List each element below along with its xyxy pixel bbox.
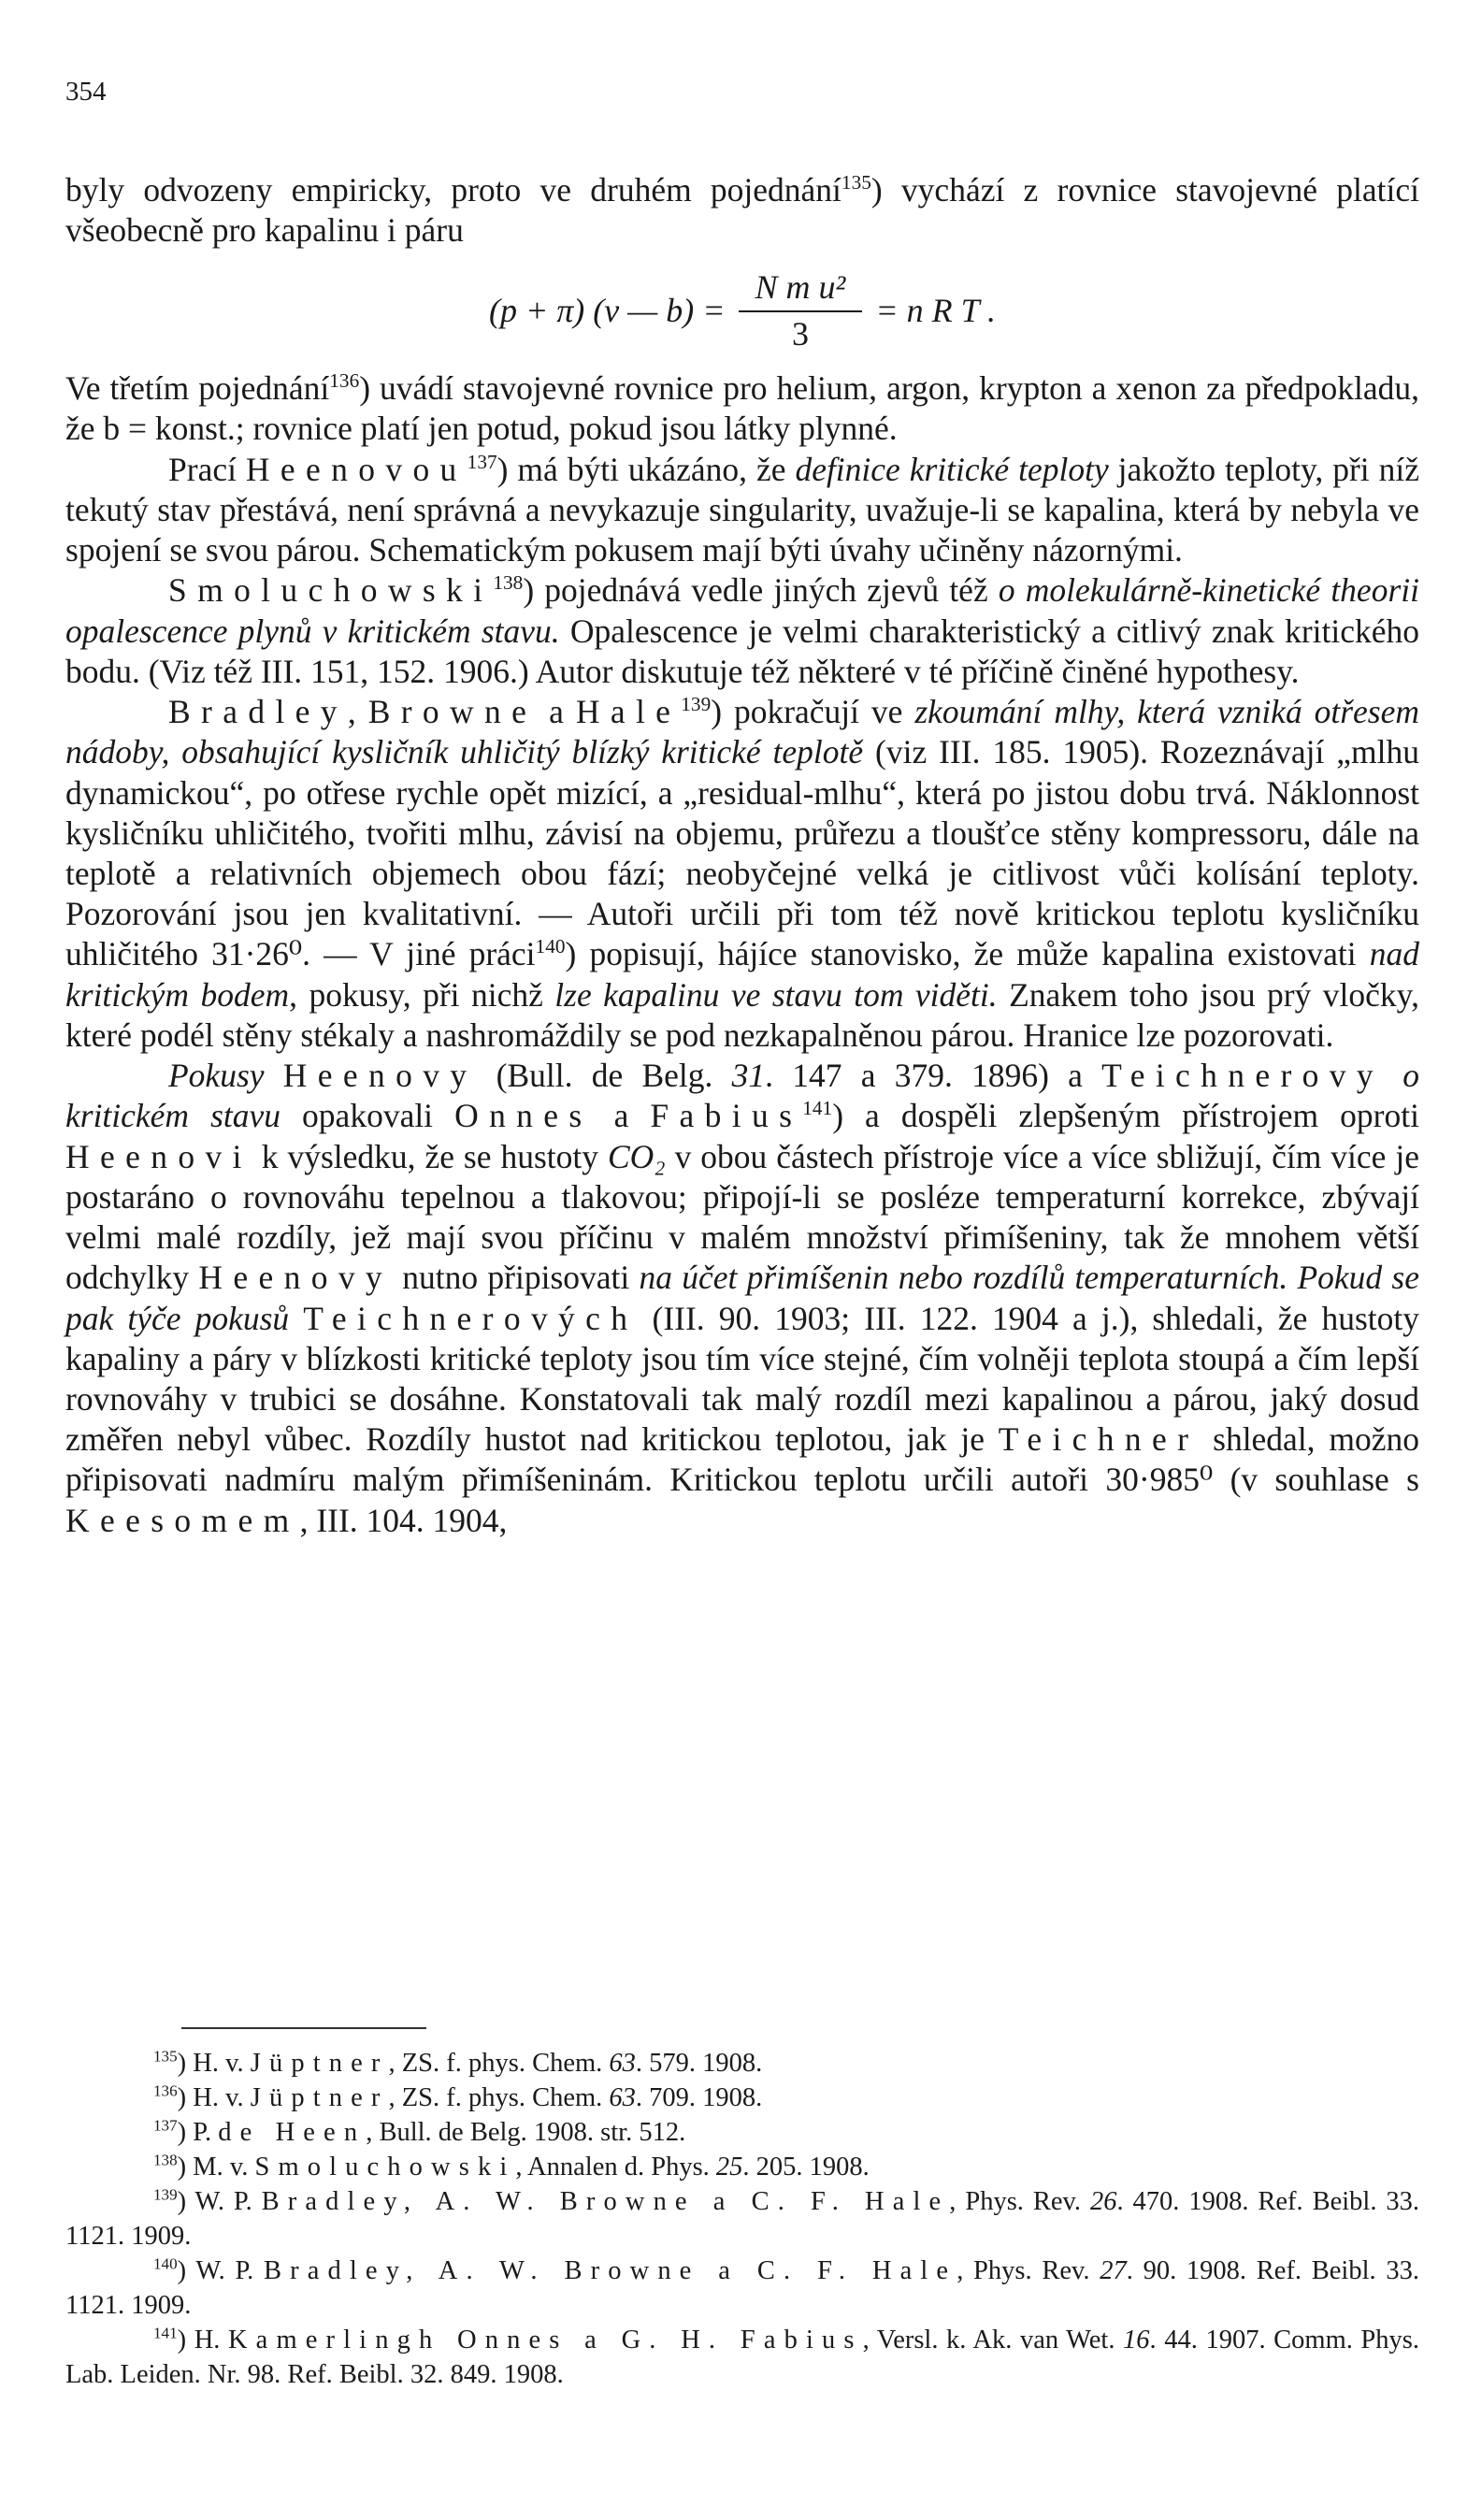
- fraction-denominator: 3: [791, 315, 809, 353]
- paragraph-1: byly odvozeny empiricky, proto ve druhém pojednání$^{135}$) vychází z rovnice stavojevné platící všeobecně pro kapalinu i páru: [65, 171, 1419, 250]
- footnote-138: $^{138}$) M. v. Smoluchowski, Annalen d. Phys. 25. 205. 1908.: [153, 2151, 870, 2182]
- footnote-139: $^{139}$) W. P. Bradley, A. W. Browne a C. F. Hale, Phys. Rev. 26. 470. 1908. Ref. Beibl. 33. 1121. 1909.: [65, 2185, 1420, 2252]
- footnote-ref: 140: [535, 935, 566, 958]
- author-name: Teichnerovy: [1101, 1057, 1385, 1095]
- author-name: Heenovy: [282, 1057, 478, 1095]
- main-text: [65, 170, 1419, 1541]
- author-name: Hale: [575, 693, 682, 731]
- footnote-135: $^{135}$) H. v. Jüptner, ZS. f. phys. Chem. 63. 579. 1908.: [153, 2047, 763, 2078]
- footnote-136: $^{136}$) H. v. Jüptner, ZS. f. phys. Chem. 63. 709. 1908.: [153, 2081, 763, 2113]
- footnote-141: $^{141}$) H. Kamerlingh Onnes a G. H. Fabius, Versl. k. Ak. van Wet. 16. 44. 1907. Comm. Phys. Lab. Leiden. Nr. 98. Ref. Beibl. 32. 849. 1908.: [65, 2324, 1419, 2390]
- author-name: Browne: [367, 693, 538, 731]
- author-name: Heenovou: [245, 450, 467, 488]
- footnote-ref: 141: [802, 1097, 833, 1120]
- footnotes: [65, 2046, 1419, 2392]
- author-name: Teichner: [998, 1420, 1200, 1459]
- footnote-ref: 137: [467, 450, 497, 473]
- paragraph-3: Prací Heenovou$^{137}$) má býti ukázáno, že definice kritické teploty jakožto teploty, při níž tekutý stav přestává, není správná a nevykazuje singularity, uvažuje-li se kapalina, která by nebyla ve spojení se svou párou. Schematickým pokusem mají býti úvahy učiněny názornými.: [65, 450, 1419, 569]
- paragraph-4: Smoluchowski$^{138}$) pojednává vedle jiných zjevů též o molekulárně-kinetické theorii opalescence plynů v kritickém stavu. Opalescence je velmi charakteristický a citlivý znak kritického bodu. (Viz též III. 151, 152. 1906.) Autor diskutuje též některé v té příčině činěné hypothesy.: [65, 571, 1419, 690]
- footnote-ref: 139: [681, 693, 712, 716]
- footnote-divider: [181, 2027, 426, 2029]
- author-name: Bradley: [168, 693, 348, 731]
- author-name: Teichnerových: [303, 1299, 639, 1337]
- author-name: Onnes: [454, 1097, 593, 1135]
- author-name: Smoluchowski: [168, 571, 494, 610]
- footnote-ref: 135: [841, 171, 871, 194]
- footnote-ref: 136: [329, 369, 360, 393]
- equation: [65, 267, 1419, 355]
- paragraph-5: Bradley, Browne a Hale$^{139}$) pokračují ve zkoumání mlhy, která vzniká otřesem nádoby, obsahující kysličník uhličitý blízký kritické teplotě (viz III. 185. 1905). Rozeznávají „mlhu dynamickou“, po otřese rychle opět mizící, a „residual-mlhu“, která po jistou dobu trvá. Náklonnost kysličníku uhličitého, tvořiti mlhu, závisí na objemu, průřezu a tloušťce stěny kompressoru, dále na teplotě a relativních objemech obou fází; neobyčejné velká je citlivost vůči kolísání teploty. Pozorování jsou jen kvalitativní. — Autoři určili při tom též nově kritickou teplotu kysličníku uhličitého 31·26⁰. — V jiné práci$^{140}$) popisují, hájíce stanovisko, že může kapalina existovati nad kritickým bodem, pokusy, při nichž lze kapalinu ve stavu tom viděti. Znakem toho jsou prý vločky, které podél stěny stékaly a nashromáždily se pod nezkapalněnou párou. Hranice lze pozorovati.: [65, 693, 1419, 1054]
- footnote-137: $^{137}$) P. de Heen, Bull. de Belg. 1908. str. 512.: [153, 2116, 686, 2148]
- paragraph-6: Pokusy Heenovy (Bull. de Belg. 31. 147 a 379. 1896) a Teichnerovy o kritickém stavu opakovali Onnes a Fabius$^{141}$) a dospěli zlepšeným přístrojem oproti Heenovi k výsledku, že se hustoty CO₂ v obou částech přístroje více a více sbližují, čím více je postaráno o rovnováhu tepelnou a tlakovou; připojí-li se posléze temperaturní korrekce, zbývají velmi malé rozdíly, jež mají svou příčinu v malém množství přimíšeniny, tak že mnohem větší odchylky Heenovy nutno připisovati na účet přimíšenin nebo rozdílů temperaturních. Pokud se pak týče pokusů Teichnerových (III. 90. 1903; III. 122. 1904 a j.), shledali, že hustoty kapaliny a páry v blízkosti kritické teploty jsou tím více stejné, čím volněji teplota stoupá a čím lepší rovnováhy v trubici se dosáhne. Konstatovali tak malý rozdíl mezi kapalinou a párou, jaký dosud změřen nebyl vůbec. Rozdíly hustot nad kritickou teplotou, jak je Teichner shledal, možno připisovati nadmíru malým přimíšeninám. Kritickou teplotu určili autoři 30·985⁰ (v souhlase s Keesomem, III. 104. 1904,: [65, 1057, 1420, 1539]
- author-name: Keesomem: [65, 1501, 300, 1539]
- fraction-numerator: N m u²: [739, 267, 863, 312]
- footnote-140: $^{140}$) W. P. Bradley, A. W. Browne a C. F. Hale, Phys. Rev. 27. 90. 1908. Ref. Beibl. 33. 1121. 1909.: [65, 2254, 1419, 2321]
- paragraph-2: Ve třetím pojednání$^{136}$) uvádí stavojevné rovnice pro helium, argon, krypton a xenon za předpokladu, že b = konst.; rovnice platí jen potud, pokud jsou látky plynné.: [65, 369, 1419, 448]
- author-name: Fabius: [650, 1097, 803, 1135]
- equation-lhs: (p + π) (v — b) =: [488, 292, 726, 330]
- equation-rhs: = n R T .: [875, 292, 997, 330]
- equation-fraction: [739, 267, 863, 355]
- footnote-ref: 138: [493, 571, 524, 595]
- page-number: 354: [65, 77, 107, 107]
- author-name: Heenovy: [198, 1259, 394, 1297]
- author-name: Heenovi: [65, 1137, 252, 1175]
